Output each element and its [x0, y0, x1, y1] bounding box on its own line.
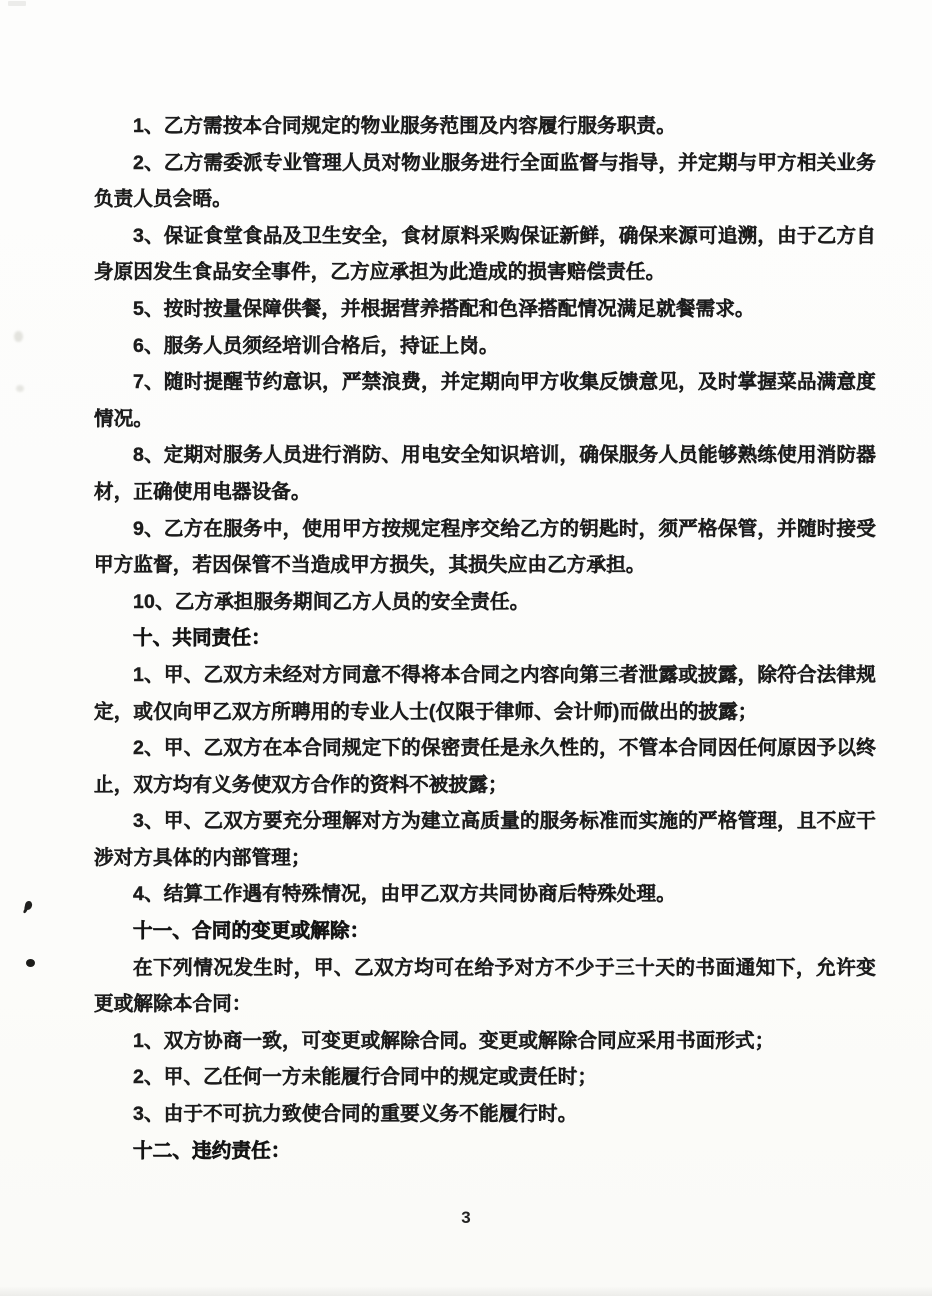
contract-paragraph: 2、乙方需委派专业管理人员对物业服务进行全面监督与指导，并定期与甲方相关业务负责人员会晤。 — [94, 151, 876, 211]
scan-smudge — [16, 385, 24, 392]
contract-paragraph: 1、双方协商一致，可变更或解除合同。变更或解除合同应采用书面形式； — [133, 1029, 775, 1052]
contract-paragraph: 8、定期对服务人员进行消防、用电安全知识培训，确保服务人员能够熟练使用消防器材，正确使用电器设备。 — [94, 444, 876, 503]
contract-paragraph: 7、随时提醒节约意识，严禁浪费，并定期向甲方收集反馈意见，及时掌握菜品满意度情况。 — [94, 371, 876, 430]
scan-edge-shadow — [0, 1286, 932, 1296]
scan-smudge — [14, 331, 23, 342]
contract-paragraph: 4、结算工作遇有特殊情况，由甲乙双方共同协商后特殊处理。 — [133, 883, 676, 906]
section-heading: 十、共同责任： — [133, 627, 271, 650]
contract-paragraph: 2、甲、乙任何一方未能履行合同中的规定或责任时； — [133, 1066, 598, 1089]
section-heading: 十一、合同的变更或解除： — [133, 920, 370, 943]
contract-paragraph: 3、保证食堂食品及卫生安全，食材原料采购保证新鲜，确保来源可追溯，由于乙方自身原因发生食品安全事件，乙方应承担为此造成的损害赔偿责任。 — [94, 224, 876, 284]
contract-paragraph: 1、甲、乙双方未经对方同意不得将本合同之内容向第三者泄露或披露，除符合法律规定，或仅向甲乙双方所聘用的专业人士(仅限于律师、会计师)而做出的披露； — [94, 663, 876, 723]
contract-paragraph: 2、甲、乙双方在本合同规定下的保密责任是永久性的，不管本合同因任何原因予以终止，双方均有义务使双方合作的资料不被披露； — [94, 737, 876, 796]
scan-speck-corner — [8, 1, 26, 6]
contract-paragraph: 1、乙方需按本合同规定的物业服务范围及内容履行服务职责。 — [133, 115, 676, 137]
contract-paragraph: 在下列情况发生时，甲、乙双方均可在给予对方不少于三十天的书面通知下，允许变更或解除本合同： — [94, 956, 876, 1016]
contract-paragraph: 10、乙方承担服务期间乙方人员的安全责任。 — [133, 590, 530, 613]
contract-paragraph: 5、按时按量保障供餐，并根据营养搭配和色泽搭配情况满足就餐需求。 — [133, 297, 755, 320]
contract-body — [94, 108, 876, 1169]
contract-paragraph: 9、乙方在服务中，使用甲方按规定程序交给乙方的钥匙时，须严格保管，并随时接受甲方监督，若因保管不当造成甲方损失，其损失应由乙方承担。 — [94, 517, 876, 577]
contract-paragraph: 3、由于不可抗力致使合同的重要义务不能履行时。 — [133, 1103, 578, 1126]
page-number: 3 — [461, 1208, 471, 1227]
scan-speck-comma-mark — [24, 900, 33, 910]
scan-speck-dot-mark — [26, 959, 35, 967]
contract-paragraph: 6、服务人员须经培训合格后，持证上岗。 — [133, 334, 499, 357]
section-heading: 十二、违约责任： — [133, 1139, 291, 1162]
contract-paragraph: 3、甲、乙双方要充分理解对方为建立高质量的服务标准而实施的严格管理，且不应干涉对方具体的内部管理； — [94, 810, 876, 869]
